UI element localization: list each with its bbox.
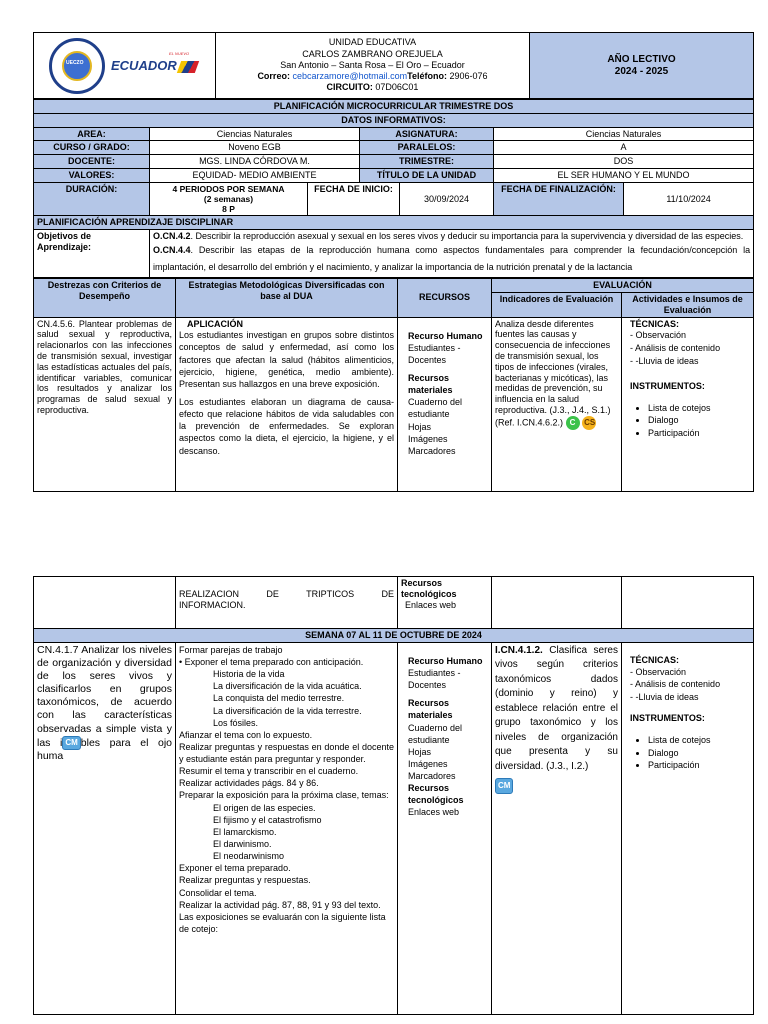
telefono-label: Teléfono: xyxy=(407,71,447,82)
datos-heading: DATOS INFORMATIVOS: xyxy=(34,113,754,127)
recurso-2-tecno-1: Enlaces web xyxy=(408,807,460,818)
flag-stripes-icon xyxy=(177,61,199,73)
objetivo-1-text: . Describir la reproducción asexual y sexual en los seres vivos y deducir su importancia para la supervivencia y diversidad de las especies. xyxy=(190,231,744,242)
planning-table xyxy=(33,278,754,491)
tecnica-3: - -Lluvia de ideas xyxy=(630,355,750,368)
docente-value: MGS. LINDA CÓRDOVA M. xyxy=(150,155,360,169)
ministry-tag: EL NUEVO xyxy=(169,50,190,56)
estrategia-p2: Los estudiantes elaboran un diagrama de causa-efecto que relacione hábitos de vida saludables con la prevención de enfermedades. Se exploran aspectos como la dieta, el ejercicio, la higiene, y el descanso. xyxy=(179,397,394,456)
fin-label: FECHA DE FINALIZACIÓN: xyxy=(494,182,624,216)
tecnica-2: - Análisis de contenido xyxy=(630,342,750,355)
aplicacion-heading: APLICACIÓN xyxy=(187,318,243,329)
duracion-value xyxy=(150,182,308,216)
recurso-material-1: Cuaderno del estudiante xyxy=(408,397,463,420)
telefono-value: 2906-076 xyxy=(449,71,488,82)
indicador-2-code: I.CN.4.1.2. xyxy=(495,644,543,656)
tecnica-1: - Observación xyxy=(630,329,750,342)
tecnicas-list xyxy=(630,329,750,367)
cs-badge-icon: CS xyxy=(582,416,596,430)
estr-line-17: Exponer el tema preparado. xyxy=(179,863,291,874)
trimestre-value: DOS xyxy=(494,155,754,169)
cont-estrategia-text: REALIZACION DE TRIPTICOS DE INFORMACION. xyxy=(179,589,394,610)
instrumento-2-1: • Lista de cotejos xyxy=(648,734,750,747)
instrumento-1: • Lista de cotejos xyxy=(648,402,750,415)
estr-line-5: La diversificación de la vida terrestre. xyxy=(213,705,362,716)
curso-label: CURSO / GRADO: xyxy=(34,141,150,155)
planificacion-label: PLANIFICACIÓN APRENDIZAJE DISCIPLINAR xyxy=(34,216,754,230)
duracion-line-1: 4 PERIODOS POR SEMANA xyxy=(172,183,285,194)
cont-actividades-cell xyxy=(622,577,754,629)
doc-title: PLANIFICACIÓN MICROCURRICULAR TRIMESTRE DOS xyxy=(34,100,754,114)
instrumentos-2-label: INSTRUMENTOS: xyxy=(630,713,705,724)
area-label: AREA: xyxy=(34,127,150,141)
recurso-humano-title: Recurso Humano xyxy=(408,330,483,341)
recurso-humano-1: Estudiantes - xyxy=(408,342,461,353)
estr-line-8: Realizar preguntas y respuestas en donde el docente y estudiante están para preguntar y responder. xyxy=(179,741,394,765)
col-recursos: RECURSOS xyxy=(398,279,492,317)
contact-line xyxy=(219,71,526,82)
cont-estrategia-cell xyxy=(176,577,398,629)
cont-indicador-cell xyxy=(492,577,622,629)
docente-label: DOCENTE: xyxy=(34,155,150,169)
correo-label: Correo: xyxy=(257,71,290,82)
page-1 xyxy=(33,32,753,492)
planning-table-cont xyxy=(33,576,754,1015)
estrategia-2-cell xyxy=(176,642,398,1014)
page-2 xyxy=(33,576,753,1015)
objetivos-label: Objetivos de Aprendizaje: xyxy=(34,230,150,278)
school-line-2: CARLOS ZAMBRANO OREJUELA xyxy=(302,48,443,59)
recurso-material-2: Hojas xyxy=(408,421,432,432)
estr-line-3: La diversificación de la vida acuática. xyxy=(213,681,362,692)
inicio-label: FECHA DE INICIO: xyxy=(308,182,400,216)
destreza-cell: CN.4.5.6. Plantear problemas de salud sexual y reproductiva, relacionarlos con las infecciones de transmisión sexual, investigar las estadísticas actuales del país, identificar variables, comunicar los resultados y analizar los programas de salud sexual y reproductiva. xyxy=(34,317,176,491)
tecnica-2-3: - -Lluvia de ideas xyxy=(630,691,750,704)
estr-line-4: La conquista del medio terrestre. xyxy=(213,693,345,704)
instrumentos-list xyxy=(630,402,750,440)
tecnica-2-2: - Análisis de contenido xyxy=(630,678,750,691)
col-actividades: Actividades e Insumos de Evaluación xyxy=(622,292,754,317)
instrumento-3: • Participación xyxy=(648,427,750,440)
estr-line-14: El lamarckismo. xyxy=(213,826,277,837)
asignatura-value: Ciencias Naturales xyxy=(494,127,754,141)
col-destrezas: Destrezas con Criterios de Desempeño xyxy=(34,279,176,317)
estr-line-20: Realizar la actividad pág. 87, 88, 91 y 93 del texto. xyxy=(179,899,381,910)
datos-table xyxy=(33,99,754,278)
paralelos-value: A xyxy=(494,141,754,155)
recurso-2-material-1: Cuaderno del estudiante xyxy=(408,722,463,745)
objetivo-2-text: . Describir las etapas de la reproducción humana como aspectos fundamentales para comprender la fecundación/concepción la implantación, el desarrollo del embrión y el nacimiento, y analizar la importancia de la nutrición prenatal y de la lactancia xyxy=(153,244,751,273)
recurso-humano-2: Docentes xyxy=(408,354,447,365)
circuito-line xyxy=(219,82,526,93)
titulo-unidad-value: EL SER HUMANO Y EL MUNDO xyxy=(494,168,754,182)
school-line-1: UNIDAD EDUCATIVA xyxy=(328,37,417,48)
cont-recursos-cell xyxy=(398,577,492,629)
estr-line-2: Historia de la vida xyxy=(213,669,285,680)
estr-line-7: Afianzar el tema con lo expuesto. xyxy=(179,729,313,740)
valores-label: VALORES: xyxy=(34,168,150,182)
estr-line-13: El fijismo y el catastrofismo xyxy=(213,814,322,825)
instrumentos-label: INSTRUMENTOS: xyxy=(630,381,705,392)
recurso-materiales-title: Recursos materiales xyxy=(408,372,453,396)
destreza-2-tail: bles para el ojo huma xyxy=(37,736,172,762)
estr-line-21: Las exposiciones se evaluarán con la siguiente lista de cotejo: xyxy=(179,911,386,935)
circuito-label: CIRCUITO: xyxy=(326,82,373,93)
objetivos-value xyxy=(150,230,754,278)
indicador-2-cell xyxy=(492,642,622,1014)
col-estrategias: Estrategias Metodológicas Diversificadas con base al DUA xyxy=(176,279,398,317)
cont-tecno-title: Recursos tecnológicos xyxy=(401,578,457,599)
instrumentos-2-list xyxy=(630,734,750,772)
school-seal-logo: UECZO xyxy=(49,38,105,94)
year-value: 2024 - 2025 xyxy=(614,65,669,77)
school-line-3: San Antonio – Santa Rosa – El Oro – Ecuador xyxy=(280,59,465,70)
objetivo-1 xyxy=(153,231,750,242)
instrumento-2-3: • Participación xyxy=(648,759,750,772)
cont-destreza-cell xyxy=(34,577,176,629)
school-info-cell xyxy=(216,33,530,99)
tecnicas-2-list xyxy=(630,666,750,704)
estr-line-19: Consolidar el tema. xyxy=(179,887,257,898)
actividades-cell xyxy=(622,317,754,491)
estr-line-12: El origen de las especies. xyxy=(213,802,316,813)
duracion-line-3: 8 P xyxy=(222,204,235,215)
ministry-logo-text: ECUADOR xyxy=(111,57,177,73)
recurso-2-humano-1: Estudiantes - xyxy=(408,667,461,678)
estr-line-11: Preparar la exposición para la próxima clase, temas: xyxy=(179,790,389,801)
year-label: AÑO LECTIVO xyxy=(607,53,676,65)
valores-value: EQUIDAD- MEDIO AMBIENTE xyxy=(150,168,360,182)
email-link[interactable]: cebcarzamore@hotmail.com xyxy=(292,71,408,82)
objetivo-2 xyxy=(153,242,750,276)
recurso-material-4: Marcadores xyxy=(408,445,456,456)
objetivo-1-code: O.CN.4.2 xyxy=(153,231,191,242)
estr-line-1: • Exponer el tema preparado con anticipación. xyxy=(179,656,364,667)
paralelos-label: PARALELOS: xyxy=(360,141,494,155)
duracion-label: DURACIÓN: xyxy=(34,182,150,216)
recurso-2-tecno-title: Recursos tecnológicos xyxy=(408,783,464,806)
estr-line-18: Realizar preguntas y respuestas. xyxy=(179,875,311,886)
destreza-2-text: CN.4.1.7 Analizar los niveles de organización y diversidad de los seres vivos y clasificarlos en grupos taxonómicos, de acuerdo con las características observadas a simple vista y las i xyxy=(37,643,172,749)
recursos-2-cell xyxy=(398,642,492,1014)
col-indicadores: Indicadores de Evaluación xyxy=(492,292,622,317)
recurso-2-material-2: Hojas xyxy=(408,746,432,757)
estr-line-10: Realizar actividades págs. 84 y 86. xyxy=(179,778,319,789)
recurso-2-materiales-title: Recursos materiales xyxy=(408,698,453,721)
recurso-2-material-3: Imágenes xyxy=(408,758,448,769)
estr-line-9: Resumir el tema y transcribir en el cuaderno. xyxy=(179,766,359,777)
asignatura-label: ASIGNATURA: xyxy=(360,127,494,141)
circuito-value: 07D06C01 xyxy=(375,82,419,93)
curso-value: Noveno EGB xyxy=(150,141,360,155)
inicio-value: 30/09/2024 xyxy=(400,182,494,216)
c-badge-icon: C xyxy=(566,416,580,430)
tecnica-2-1: - Observación xyxy=(630,666,750,679)
cm-badge-2-icon: CM xyxy=(495,778,513,794)
recursos-cell xyxy=(398,317,492,491)
logos-cell xyxy=(34,33,216,99)
destreza-2-cell xyxy=(34,642,176,1014)
area-value: Ciencias Naturales xyxy=(150,127,360,141)
titulo-unidad-label: TÍTULO DE LA UNIDAD xyxy=(360,168,494,182)
estr-line-16: El neodarwinismo xyxy=(213,851,285,862)
estr-line-15: El darwinismo. xyxy=(213,839,272,850)
recurso-2-material-4: Marcadores xyxy=(408,771,456,782)
estr-line-0: Formar parejas de trabajo xyxy=(179,644,283,655)
tecnicas-label: TÉCNICAS: xyxy=(630,318,679,329)
trimestre-label: TRIMESTRE: xyxy=(360,155,494,169)
fin-value: 11/10/2024 xyxy=(624,182,754,216)
indicador-2-text: Clasifica seres vivos según criterios taxonómicos dados (dominio y reino) y establece relación entre el grupo taxonómico y los niveles de organización que presenta y su diversidad. (J.3., I.2.) xyxy=(495,644,618,772)
estrategia-p1: Los estudiantes investigan en grupos sobre distintos conceptos de salud y enfermedad, así como los factores que afectan la salud (hábitos alimenticios, ejercicio, higiene, genética, medio ambiente). Presentan sus hallazgos en una breve exposición. xyxy=(179,330,394,389)
objetivo-2-code: O.CN.4.4 xyxy=(153,244,191,255)
instrumento-2-2: • Dialogo xyxy=(648,747,750,760)
indicador-text: Analiza desde diferentes fuentes las causas y consecuencia de infecciones de transmisión sexual, los tipos de infecciones (virales, bacterianas y micóticas), las medidas de prevención, su influencia en la salud reproductiva. (J.3., J.4., S.1.) (Ref. I.CN.4.6.2.) xyxy=(495,318,611,428)
actividades-2-cell xyxy=(622,642,754,1014)
recurso-2-humano-2: Docentes xyxy=(408,680,447,691)
header-table xyxy=(33,32,754,99)
recurso-2-humano-title: Recurso Humano xyxy=(408,655,483,666)
ministry-logo xyxy=(111,50,197,74)
instrumento-2: • Dialogo xyxy=(648,414,750,427)
recurso-material-3: Imágenes xyxy=(408,433,448,444)
duracion-line-2: (2 semanas) xyxy=(203,193,254,204)
indicador-cell xyxy=(492,317,622,491)
col-evaluacion: EVALUACIÓN xyxy=(492,279,754,293)
semana-heading: SEMANA 07 AL 11 DE OCTUBRE DE 2024 xyxy=(34,629,754,643)
cont-tecno-item: Enlaces web xyxy=(405,599,457,610)
cm-badge-icon: CM xyxy=(62,736,80,750)
school-year-cell xyxy=(530,33,754,99)
estr-line-6: Los fósiles. xyxy=(213,717,259,728)
tecnicas-2-label: TÉCNICAS: xyxy=(630,654,679,665)
estrategia-cell xyxy=(176,317,398,491)
